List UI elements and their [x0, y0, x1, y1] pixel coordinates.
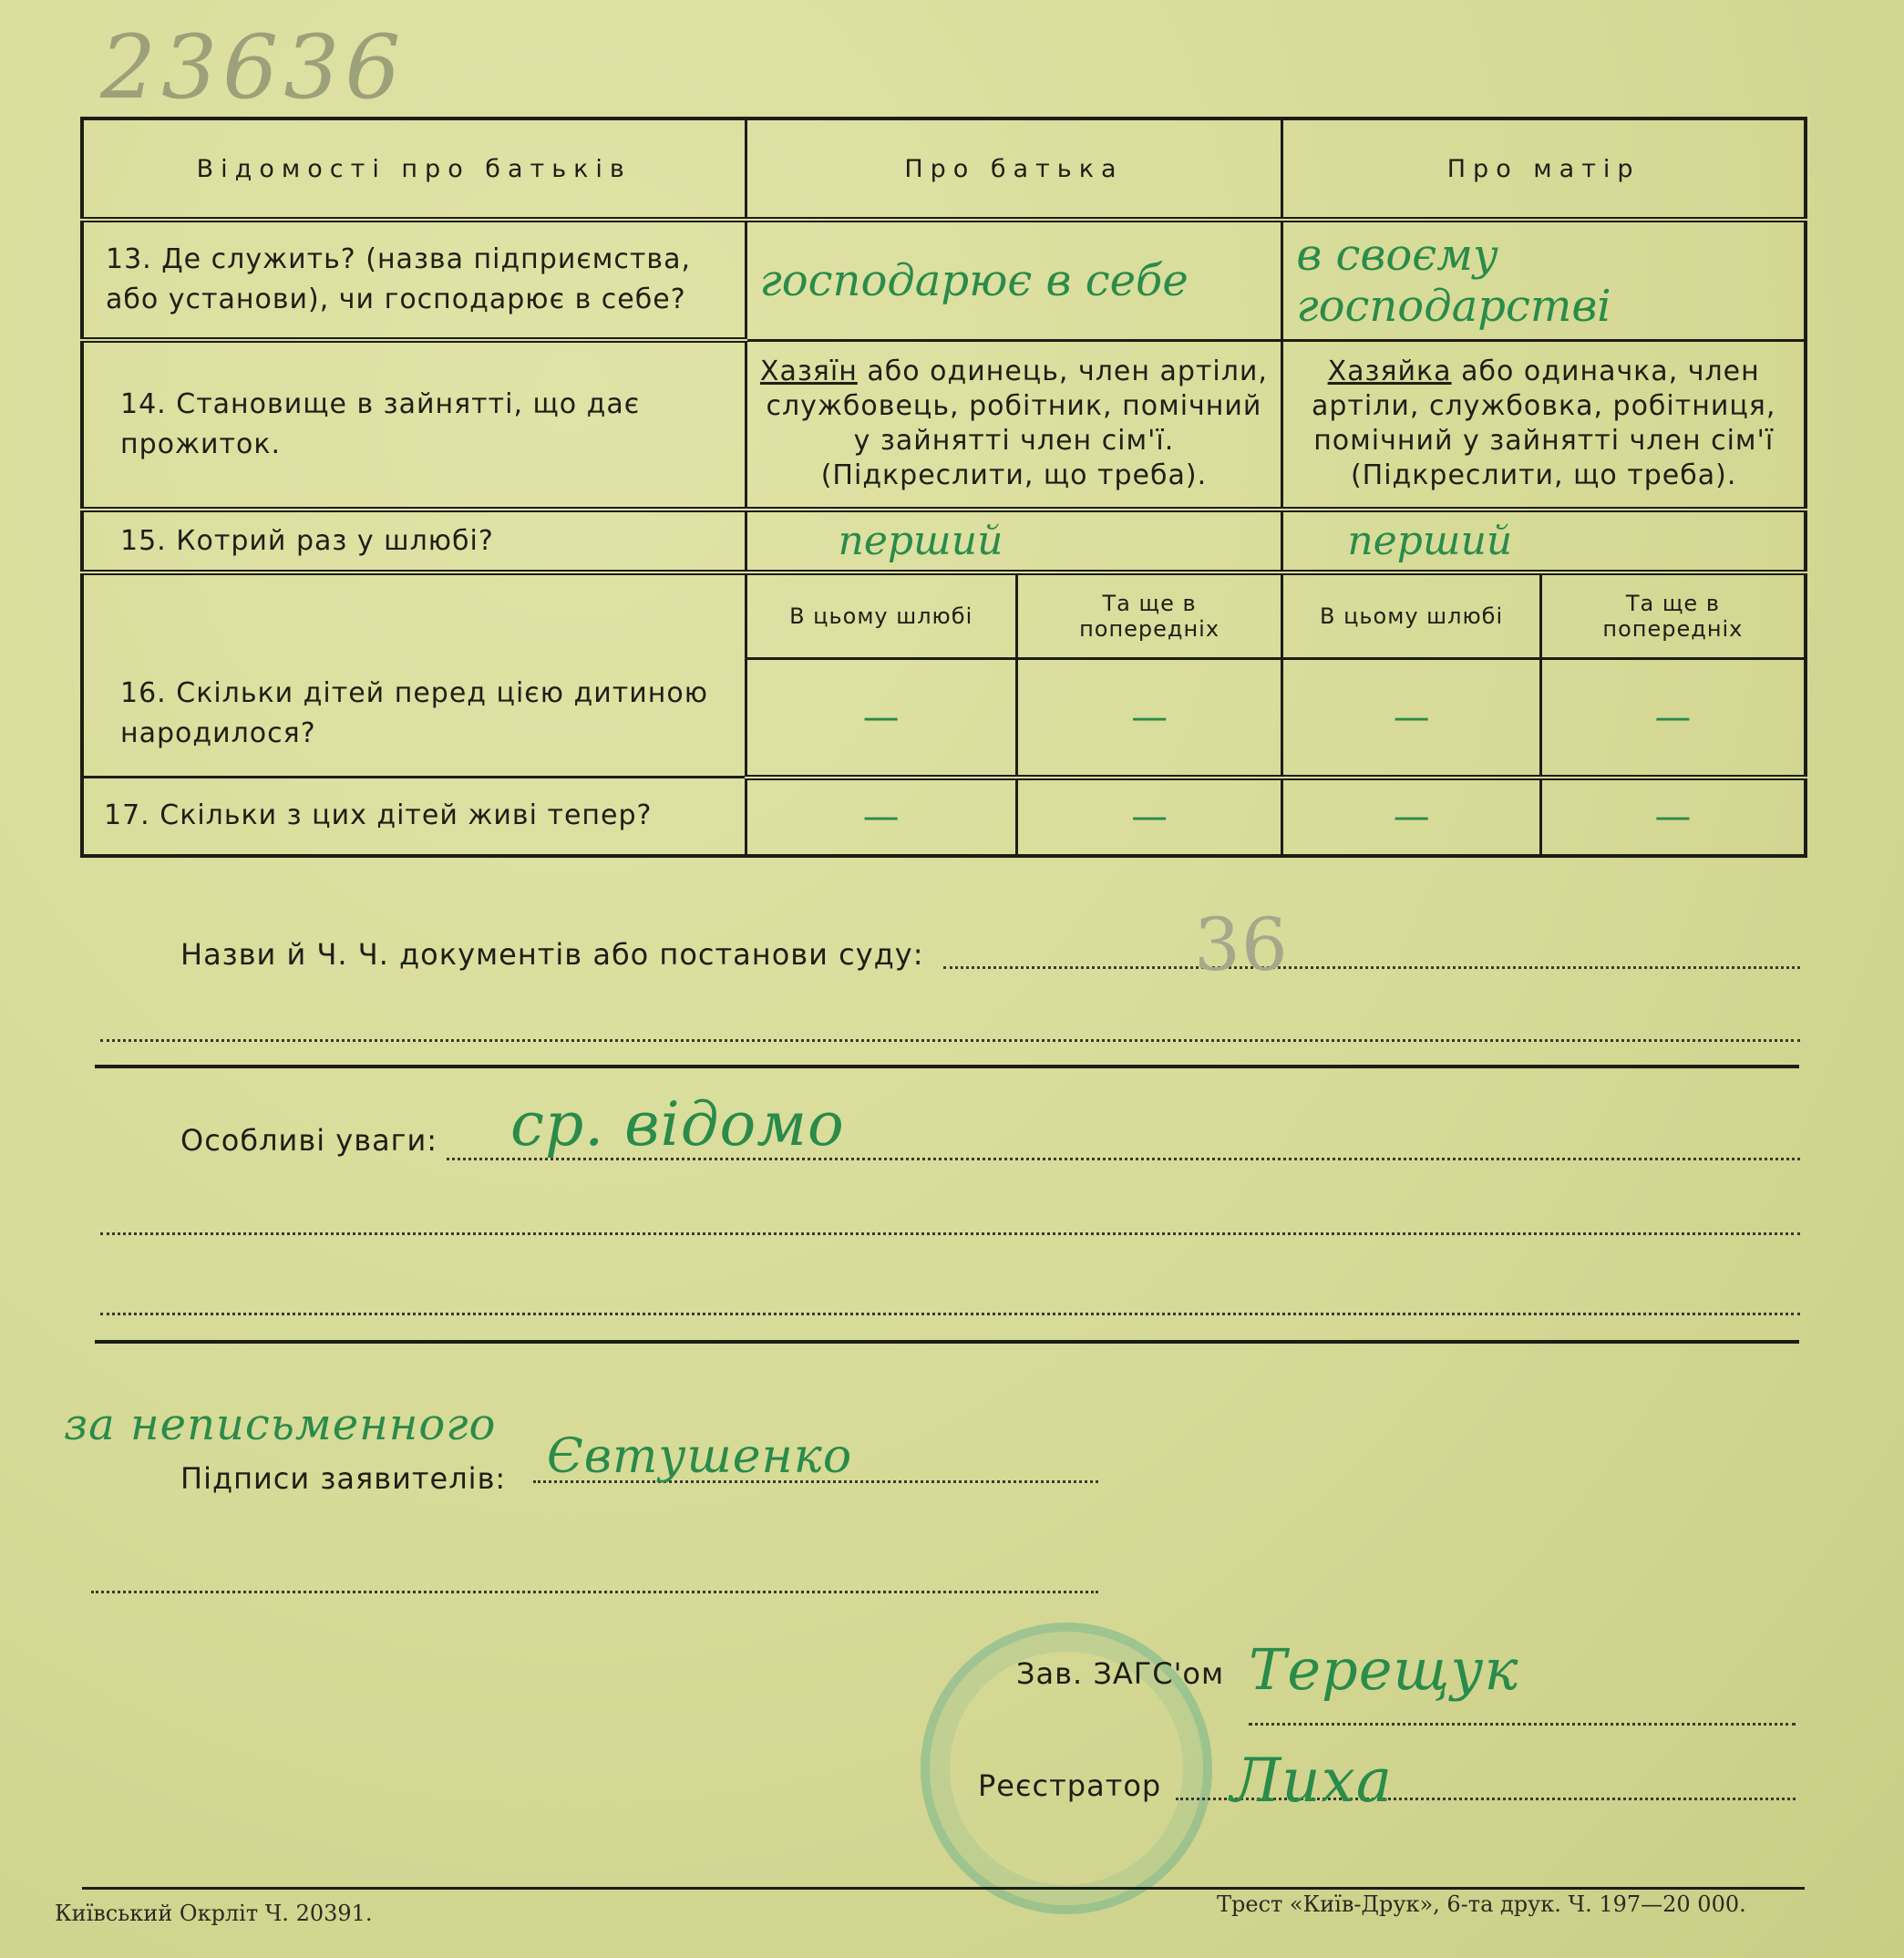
table-header-row: [82, 119, 1806, 220]
question-14: 14. Становище в зайнятті, що дає прожиток.: [82, 340, 746, 510]
answer-17-mother-this: —: [1282, 778, 1540, 856]
documents-pencil-note: 36: [1194, 902, 1289, 987]
footer-left: Київський Окрліт Ч. 20391.: [55, 1901, 373, 1926]
signatures-label: Підписи заявителів:: [180, 1461, 507, 1496]
documents-dotted-line: [943, 966, 1800, 969]
remarks-dotted-line-2: [100, 1232, 1800, 1235]
registrar-label: Реєстратор: [978, 1768, 1162, 1803]
signatures-note-handwritten: за неписьменного: [64, 1399, 497, 1450]
answer-17-mother-previous: —: [1540, 778, 1806, 856]
applicant-signature: Євтушенко: [547, 1429, 853, 1484]
remarks-dotted-line-3: [100, 1313, 1800, 1315]
head-label: Зав. ЗАГС'ом: [1016, 1656, 1225, 1691]
head-dotted-line: [1249, 1723, 1796, 1726]
row-13: [82, 220, 1806, 340]
archive-number: 23636: [100, 16, 407, 119]
remarks-label: Особливі уваги:: [180, 1123, 438, 1158]
answer-13-father: господарює в себе: [746, 220, 1282, 340]
row-14: [82, 340, 1806, 510]
question-15: 15. Котрий раз у шлюбі?: [82, 510, 746, 572]
answer-15-mother: перший: [1282, 510, 1806, 572]
father-options-text: або одинець, член артіли, службовець, робітник, помічний у зайнятті член сім'ї. (Підкреслити, що треба).: [766, 356, 1268, 492]
footer-rule: [82, 1887, 1805, 1890]
answer-17-father-this: —: [746, 778, 1016, 856]
father-owner-underlined: Хазяїн: [759, 356, 858, 388]
question-17: 17. Скільки з цих дітей живі тепер?: [82, 778, 746, 856]
answer-17-father-previous: —: [1016, 778, 1282, 856]
answer-16-father-previous: —: [1016, 659, 1282, 778]
mother-owner-underlined: Хазяйка: [1327, 356, 1452, 388]
header-father: Про батька: [746, 119, 1282, 220]
documents-label: Назви й Ч. Ч. документів або постанови суду:: [180, 937, 924, 972]
mother-options-text: або одиначка, член артіли, службовка, робітниця, помічний у зайнятті член сім'ї (Підкреслити, що треба).: [1311, 356, 1776, 492]
row-17: [82, 778, 1806, 856]
answer-16-mother-this: —: [1282, 659, 1540, 778]
question-13: 13. Де служить? (назва підприємства, або установи), чи господарює в себе?: [82, 220, 746, 340]
registrar-signature: Лиха: [1230, 1746, 1394, 1816]
sub-father-this: В цьому шлюбі: [746, 572, 1016, 659]
header-info: Відомості про батьків: [82, 119, 746, 220]
sub-mother-this: В цьому шлюбі: [1282, 572, 1540, 659]
answer-13-mother: в своєму господарстві: [1282, 220, 1806, 340]
row-15: [82, 510, 1806, 572]
answer-14-father: [746, 340, 1282, 510]
header-mother: Про матір: [1282, 119, 1806, 220]
answer-14-mother: [1282, 340, 1806, 510]
answer-16-father-this: —: [746, 659, 1016, 778]
sub-father-previous: Та ще в попередніх: [1016, 572, 1282, 659]
remarks-handwritten: ср. відомо: [510, 1089, 845, 1159]
row-16-subheader: [82, 572, 1806, 659]
section-rule-1: [95, 1065, 1799, 1068]
head-signature: Терещук: [1249, 1636, 1519, 1703]
question-16: 16. Скільки дітей перед цією дитиною народилося?: [82, 572, 746, 778]
parents-info-table: [80, 117, 1807, 858]
answer-15-father: перший: [746, 510, 1282, 572]
sub-mother-previous: Та ще в попередніх: [1540, 572, 1806, 659]
signatures-dotted-line-2: [91, 1591, 1098, 1593]
section-rule-2: [95, 1340, 1799, 1344]
answer-16-mother-previous: —: [1540, 659, 1806, 778]
footer-right: Трест «Київ-Друк», 6-та друк. Ч. 197—20 000.: [1217, 1891, 1746, 1917]
documents-dotted-line-2: [100, 1039, 1800, 1042]
